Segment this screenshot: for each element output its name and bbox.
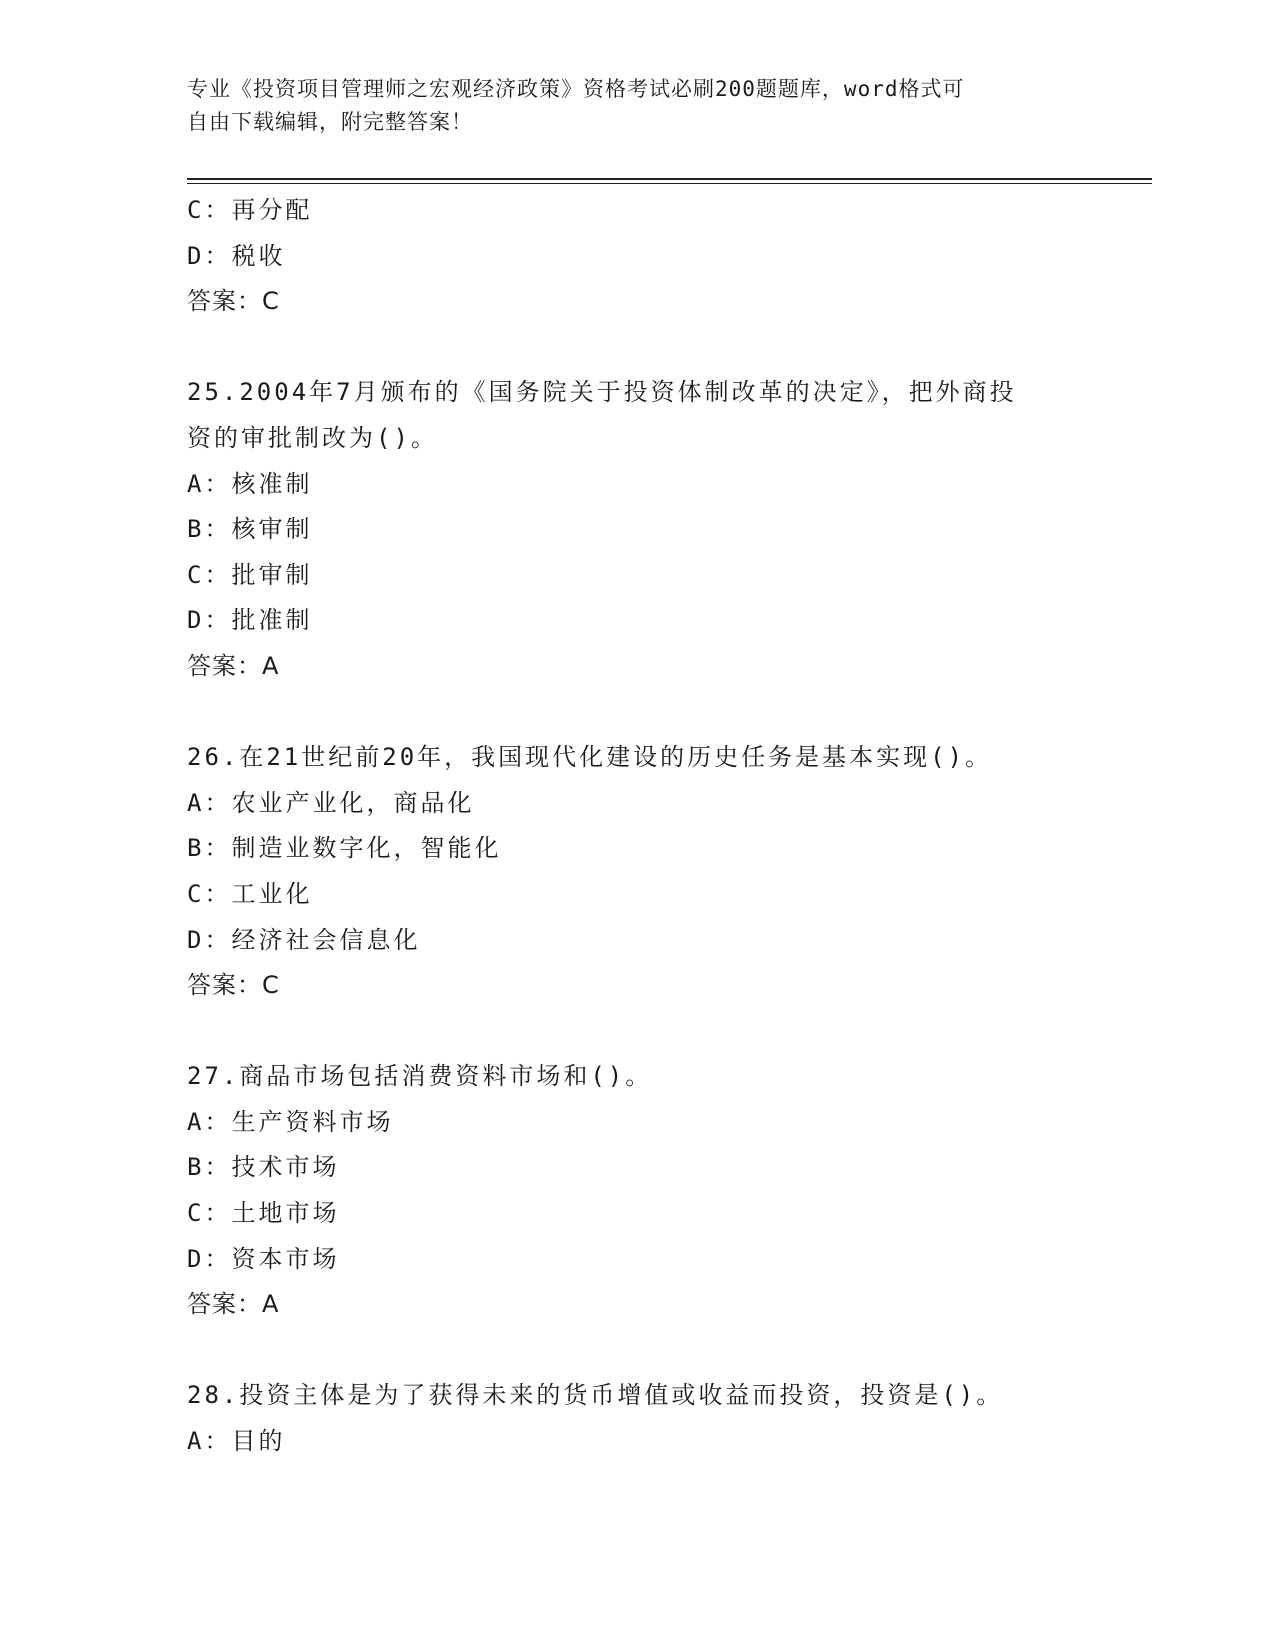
option-d: D：资本市场	[187, 1244, 340, 1273]
option-a: A：农业产业化，商品化	[187, 788, 475, 817]
header-divider-thick	[187, 178, 1152, 180]
question-text-cont: 资的审批制改为()。	[187, 423, 438, 452]
option-c: C：批审制	[187, 560, 313, 589]
option-d: D：税收	[187, 241, 286, 270]
question-28	[187, 1373, 1087, 1464]
option-a: A：目的	[187, 1427, 286, 1456]
option-c: C：再分配	[187, 196, 313, 224]
option-a: A：生产资料市场	[187, 1107, 394, 1136]
question-text: 27.商品市场包括消费资料市场和()。	[187, 1062, 653, 1091]
answer: 答案：A	[187, 1290, 280, 1319]
header-line-2: 自由下载编辑，附完整答案！	[187, 110, 473, 134]
answer: 答案：A	[187, 651, 280, 680]
question-24	[187, 188, 1087, 325]
question-list	[187, 188, 1087, 1465]
question-text: 26.在21世纪前20年，我国现代化建设的历史任务是基本实现()。	[187, 743, 993, 772]
header-divider-thin	[187, 183, 1152, 184]
question-25	[187, 370, 1087, 689]
header-line-1: 专业《投资项目管理师之宏观经济政策》资格考试必刷200题题库，word格式可	[187, 77, 965, 101]
answer: 答案：C	[187, 287, 280, 316]
question-text: 25.2004年7月颁布的《国务院关于投资体制改革的决定》，把外商投	[187, 378, 1017, 407]
question-text: 28.投资主体是为了获得未来的货币增值或收益而投资，投资是()。	[187, 1381, 1004, 1410]
option-c: C：土地市场	[187, 1199, 340, 1228]
option-d: D：批准制	[187, 606, 313, 635]
question-26	[187, 735, 1087, 1009]
option-d: D：经济社会信息化	[187, 925, 421, 954]
question-27	[187, 1054, 1087, 1328]
document-header	[187, 73, 1067, 139]
option-c: C：工业化	[187, 879, 313, 908]
answer: 答案：C	[187, 971, 280, 1000]
option-b: B：制造业数字化，智能化	[187, 834, 502, 863]
option-b: B：技术市场	[187, 1153, 340, 1182]
option-a: A：核准制	[187, 469, 313, 498]
option-b: B：核审制	[187, 515, 313, 544]
